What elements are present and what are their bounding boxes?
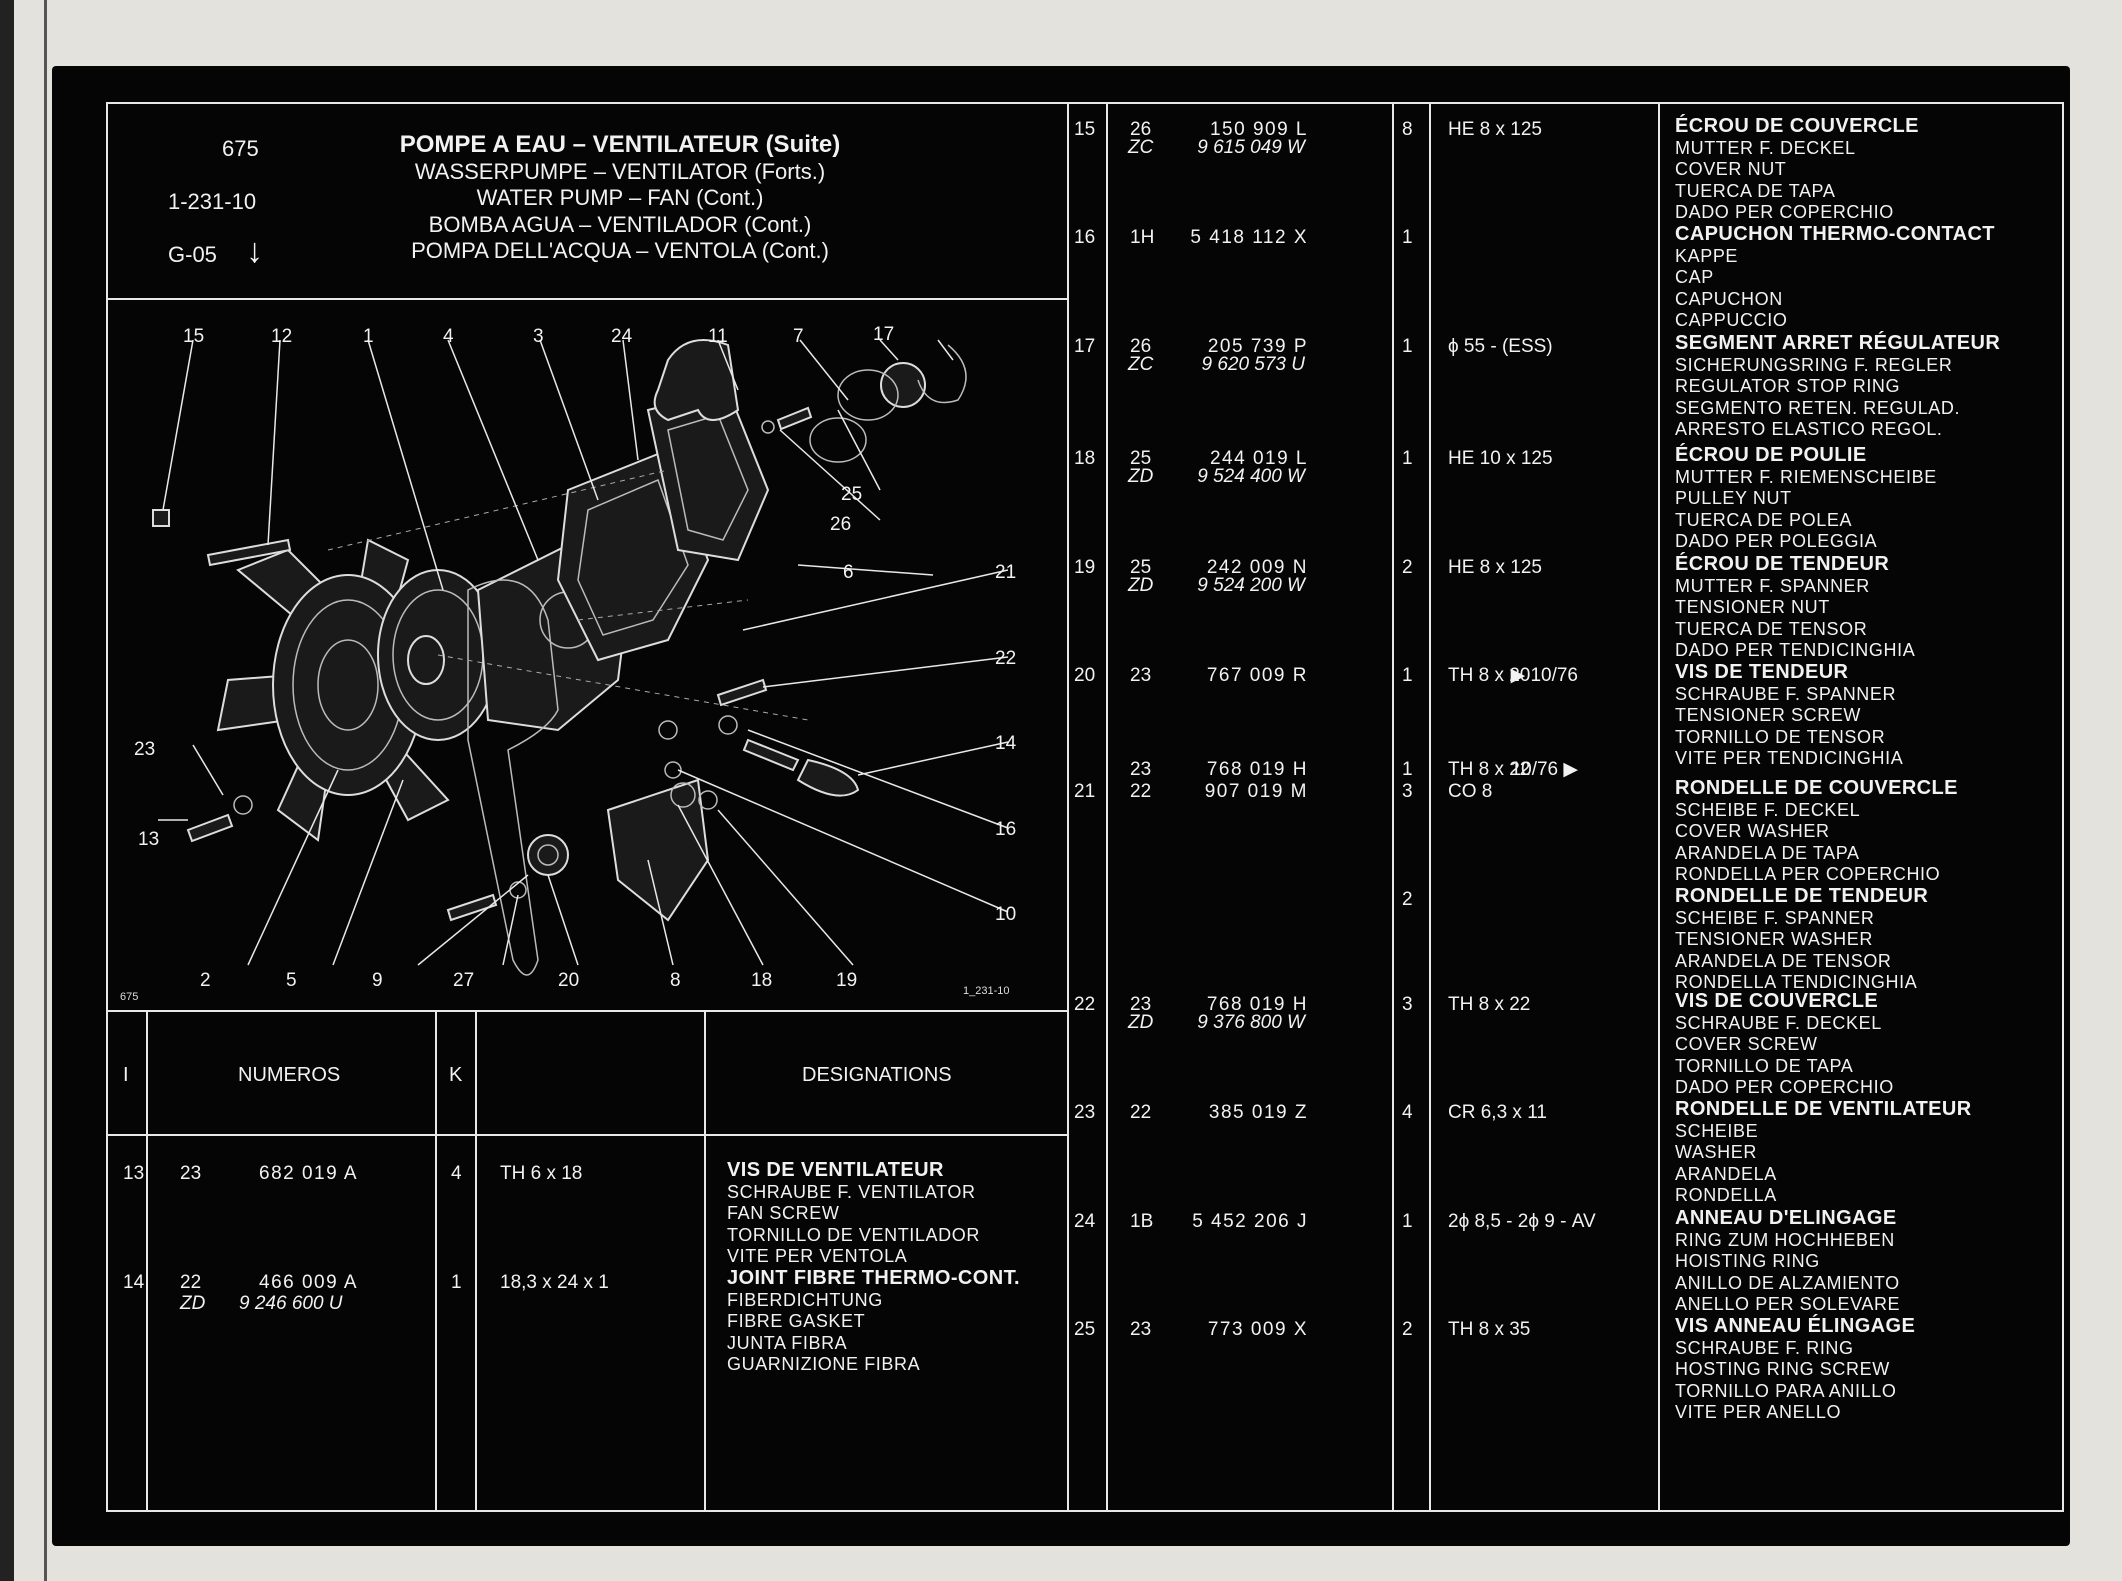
designation-line: RING ZUM HOCHHEBEN <box>1675 1229 1895 1250</box>
row-quantity: 2 <box>1402 1319 1413 1340</box>
title-german: WASSERPUMPE – VENTILATOR (Forts.) <box>414 158 826 184</box>
row-part-number: 205 739 P <box>1207 336 1308 357</box>
designation-title: JOINT FIBRE THERMO-CONT. <box>727 1267 1020 1289</box>
col-header-numeros: NUMEROS <box>238 1064 341 1086</box>
row-index: 19 <box>1074 557 1096 578</box>
divider-diagram-bottom <box>106 1010 1068 1012</box>
row-part-number: 385 019 Z <box>1208 1102 1308 1123</box>
row-index: 14 <box>123 1272 145 1293</box>
lifting-ring-icon <box>655 340 738 420</box>
row-designation <box>1675 224 1995 332</box>
designation-line: MUTTER F. SPANNER <box>1675 575 1870 596</box>
designation-line: TUERCA DE TAPA <box>1675 180 1836 201</box>
designation-line: CAPPUCCIO <box>1675 310 1788 330</box>
designation-line: FAN SCREW <box>727 1203 840 1223</box>
row-quantity: 1 <box>1402 665 1413 686</box>
row-quantity: 3 <box>1402 994 1413 1015</box>
row-part-number-alt: 9 524 200 W <box>1197 575 1305 596</box>
designation-line: TORNILLO PARA ANILLO <box>1675 1380 1897 1401</box>
row-spec: TH 8 x 20 <box>1448 665 1531 686</box>
row-spec: HE 8 x 125 <box>1448 119 1542 140</box>
designation-title: ÉCROU DE TENDEUR <box>1675 553 1890 575</box>
designation-line: COVER WASHER <box>1675 821 1830 841</box>
row-prefix: 1H <box>1130 227 1155 248</box>
divider-l-num <box>435 1010 437 1512</box>
designation-line: DADO PER COPERCHIO <box>1675 1077 1894 1097</box>
row-part-number-alt: 9 615 049 W <box>1197 137 1305 158</box>
callout: 14 <box>995 733 1017 754</box>
row-designation <box>1675 778 1958 886</box>
row-part-number: 244 019 L <box>1209 448 1308 469</box>
designation-line: ARANDELA DE TAPA <box>1675 842 1860 863</box>
designation-line: TENSIONER NUT <box>1675 597 1830 617</box>
row-part-number-alt: 9 620 573 U <box>1201 354 1305 375</box>
callout: 25 <box>841 484 863 505</box>
row-index: 25 <box>1074 1319 1096 1340</box>
designation-title: VIS ANNEAU ÉLINGAGE <box>1675 1315 1916 1337</box>
designation-line: SCHRAUBE F. RING <box>1675 1337 1854 1358</box>
designation-line: ARANDELA DE TENSOR <box>1675 950 1892 971</box>
callout: 24 <box>611 326 633 347</box>
row-index: 17 <box>1074 336 1096 357</box>
row-index: 22 <box>1074 994 1096 1015</box>
group-code: G-05 <box>168 242 217 267</box>
callout: 10 <box>995 904 1017 925</box>
callout: 27 <box>453 970 475 991</box>
row-index: 16 <box>1074 227 1096 248</box>
designation-line: ANILLO DE ALZAMIENTO <box>1675 1272 1900 1293</box>
callout: 1 <box>363 326 374 347</box>
row-quantity: 3 <box>1402 781 1413 802</box>
title-spanish: BOMBA AGUA – VENTILADOR (Cont.) <box>428 211 812 237</box>
row-spec: TH 8 x 35 <box>1448 1319 1531 1340</box>
row-index: 13 <box>123 1163 145 1184</box>
callout: 15 <box>183 326 205 347</box>
callout: 4 <box>443 326 454 347</box>
title-italian: POMPA DELL'ACQUA – VENTOLA (Cont.) <box>411 238 829 263</box>
designation-line: COVER SCREW <box>1675 1034 1818 1054</box>
designation-line: DADO PER POLEGGIA <box>1675 531 1878 551</box>
callout: 23 <box>134 739 156 760</box>
row-part-number-alt: 9 246 600 U <box>239 1293 343 1314</box>
scan-edge <box>0 0 14 1581</box>
designation-line: ARRESTO ELASTICO REGOL. <box>1675 419 1943 439</box>
row-quantity: 1 <box>1402 759 1413 780</box>
row-part-number: 466 009 A <box>259 1272 359 1293</box>
callout: 22 <box>995 648 1017 669</box>
designation-title: RONDELLE DE COUVERCLE <box>1675 777 1958 799</box>
thermostat-icon <box>810 345 966 462</box>
designation-title: VIS DE TENDEUR <box>1675 661 1849 683</box>
row-spec: HE 8 x 125 <box>1448 557 1542 578</box>
designation-line: DADO PER COPERCHIO <box>1675 202 1894 222</box>
callout: 2 <box>200 970 211 991</box>
row-part-number: 242 009 N <box>1206 557 1308 578</box>
divider-l-spec <box>704 1010 706 1512</box>
callout: 3 <box>533 326 544 347</box>
callout: 9 <box>372 970 383 991</box>
designation-line: SCHRAUBE F. VENTILATOR <box>727 1181 976 1202</box>
tensioner-icon <box>528 721 708 920</box>
designation-line: TORNILLO DE VENTILADOR <box>727 1224 980 1245</box>
row-part-number: 5 452 206 J <box>1192 1211 1308 1232</box>
callout: 12 <box>271 326 293 347</box>
callout: 21 <box>995 562 1017 583</box>
callout: 18 <box>751 970 773 991</box>
row-prefix: 23 <box>180 1163 202 1184</box>
row-quantity: 1 <box>1402 448 1413 469</box>
row-prefix: 23 <box>1130 759 1152 780</box>
divider-table-header-bottom <box>106 1134 1068 1136</box>
row-prefix: 23 <box>1130 994 1152 1015</box>
designation-line: VITE PER VENTOLA <box>727 1246 908 1266</box>
row-index: 18 <box>1074 448 1096 469</box>
designation-line: KAPPE <box>1675 245 1739 266</box>
row-prefix-alt: ZD <box>1128 1012 1154 1033</box>
row-quantity: 1 <box>451 1272 462 1293</box>
gasket-icon <box>558 390 768 660</box>
designation-title: RONDELLE DE TENDEUR <box>1675 885 1929 907</box>
divider-r-num <box>1392 102 1394 1512</box>
designation-line: DADO PER TENDICINGHIA <box>1675 640 1916 660</box>
row-note: 10/76 ▶ <box>1510 759 1578 780</box>
scan-margin-line <box>44 0 47 1581</box>
row-part-number: 767 009 R <box>1206 665 1308 686</box>
row-designation <box>1675 116 1919 224</box>
designation-title: CAPUCHON THERMO-CONTACT <box>1675 223 1995 245</box>
designation-line: TUERCA DE POLEA <box>1675 509 1853 530</box>
row-part-number: 682 019 A <box>259 1163 359 1184</box>
row-prefix-alt: ZC <box>1128 137 1154 158</box>
designation-line: REGULATOR STOP RING <box>1675 376 1901 396</box>
designation-line: ARANDELA <box>1675 1163 1777 1184</box>
row-spec: 2ϕ 8,5 - 2ϕ 9 - AV <box>1448 1211 1596 1232</box>
designation-line: SCHRAUBE F. SPANNER <box>1675 683 1897 704</box>
row-prefix: 26 <box>1130 336 1152 357</box>
designation-line: TENSIONER SCREW <box>1675 705 1862 725</box>
diagram-corner-left: 675 <box>120 991 139 1003</box>
row-note: ▶ 10/76 <box>1510 665 1578 686</box>
divider-r-k <box>1429 102 1431 1512</box>
row-spec: TH 8 x 22 <box>1448 759 1531 780</box>
designation-title: VIS DE COUVERCLE <box>1675 990 1879 1012</box>
row-index: 20 <box>1074 665 1096 686</box>
designation-line: JUNTA FIBRA <box>727 1332 848 1353</box>
designation-line: FIBRE GASKET <box>727 1311 866 1331</box>
designation-line: HOSTING RING SCREW <box>1675 1359 1890 1379</box>
row-index: 24 <box>1074 1211 1096 1232</box>
callout: 7 <box>793 326 804 347</box>
designation-title: SEGMENT ARRET RÉGULATEUR <box>1675 332 2001 354</box>
col-header-designations: DESIGNATIONS <box>802 1064 952 1086</box>
row-prefix: 25 <box>1130 448 1152 469</box>
row-quantity: 2 <box>1402 557 1413 578</box>
row-part-number: 768 019 H <box>1206 759 1308 780</box>
title-french: POMPE A EAU – VENTILATEUR (Suite) <box>399 131 841 158</box>
designation-line: WASHER <box>1675 1142 1757 1162</box>
divider-l-i <box>146 1010 148 1512</box>
row-prefix: 26 <box>1130 119 1152 140</box>
row-prefix: 23 <box>1130 665 1152 686</box>
row-part-number: 907 019 M <box>1204 781 1308 802</box>
row-designation <box>1675 554 1915 662</box>
designation-line: MUTTER F. DECKEL <box>1675 137 1856 158</box>
row-designation <box>1675 445 1937 553</box>
designation-line: HOISTING RING <box>1675 1251 1820 1271</box>
exploded-parts-diagram <box>108 300 1063 1008</box>
designation-title: ANNEAU D'ELINGAGE <box>1675 1207 1897 1229</box>
row-quantity: 4 <box>1402 1102 1413 1123</box>
designation-line: VITE PER TENDICINGHIA <box>1675 748 1904 768</box>
designation-line: GUARNIZIONE FIBRA <box>727 1354 921 1374</box>
designation-title: VIS DE VENTILATEUR <box>727 1159 944 1181</box>
row-spec: TH 8 x 22 <box>1448 994 1531 1015</box>
row-part-number: 150 909 L <box>1209 119 1308 140</box>
row-designation <box>1675 991 1894 1099</box>
designation-line: SEGMENTO RETEN. REGULAD. <box>1675 397 1961 418</box>
row-spec: CO 8 <box>1448 781 1493 802</box>
row-index: 21 <box>1074 781 1096 802</box>
divider-l-k <box>475 1010 477 1512</box>
row-prefix-alt: ZD <box>1128 466 1154 487</box>
designation-line: SCHEIBE F. DECKEL <box>1675 799 1861 820</box>
row-index: 23 <box>1074 1102 1096 1123</box>
row-index: 15 <box>1074 119 1096 140</box>
down-arrow-icon: ↓ <box>246 232 263 270</box>
row-quantity: 1 <box>1402 227 1413 248</box>
callout: 8 <box>670 970 681 991</box>
designation-title: ÉCROU DE POULIE <box>1675 444 1867 466</box>
designation-line: MUTTER F. RIEMENSCHEIBE <box>1675 466 1937 487</box>
callout: 5 <box>286 970 297 991</box>
row-prefix-alt: ZD <box>1128 575 1154 596</box>
designation-line: CAPUCHON <box>1675 288 1783 309</box>
designation-title: RONDELLE DE VENTILATEUR <box>1675 1098 1972 1120</box>
row-part-number: 5 418 112 X <box>1190 227 1308 248</box>
designation-line: SICHERUNGSRING F. REGLER <box>1675 354 1953 375</box>
callout: 16 <box>995 819 1017 840</box>
designation-line: RONDELLA PER COPERCHIO <box>1675 864 1941 884</box>
callout: 6 <box>843 562 854 583</box>
col-header-i: I <box>123 1064 129 1086</box>
designation-line: FIBERDICHTUNG <box>727 1289 883 1310</box>
row-quantity: 1 <box>1402 336 1413 357</box>
designation-line: COVER NUT <box>1675 159 1787 179</box>
row-designation <box>1675 886 1928 994</box>
section-code: 1-231-10 <box>168 189 257 214</box>
designation-line: SCHRAUBE F. DECKEL <box>1675 1012 1882 1033</box>
callout: 20 <box>558 970 580 991</box>
designation-line: TORNILLO DE TENSOR <box>1675 726 1886 747</box>
row-spec: 18,3 x 24 x 1 <box>500 1272 609 1293</box>
designation-line: PULLEY NUT <box>1675 488 1792 508</box>
designation-line: VITE PER ANELLO <box>1675 1402 1842 1422</box>
callout: 19 <box>836 970 858 991</box>
callout: 11 <box>708 326 728 347</box>
divider-left-right <box>1067 102 1069 1512</box>
row-designation <box>1675 1099 1972 1207</box>
row-quantity: 4 <box>451 1163 462 1184</box>
row-prefix-alt: ZD <box>180 1293 206 1314</box>
row-designation <box>727 1268 1020 1376</box>
row-prefix: 22 <box>1130 1102 1152 1123</box>
page-number: 675 <box>222 136 259 161</box>
row-designation <box>1675 1316 1915 1424</box>
row-part-number-alt: 9 524 400 W <box>1197 466 1305 487</box>
row-prefix: 25 <box>1130 557 1152 578</box>
diagram-corner-right: 1_231-10 <box>963 985 1010 997</box>
designation-line: SCHEIBE <box>1675 1120 1759 1141</box>
row-quantity: 2 <box>1402 889 1413 910</box>
row-part-number: 773 009 X <box>1207 1319 1308 1340</box>
designation-line: RONDELLA <box>1675 1185 1777 1205</box>
row-spec: ϕ 55 - (ESS) <box>1448 336 1553 357</box>
designation-line: RONDELLA TENDICINGHIA <box>1675 972 1918 992</box>
designation-line: TENSIONER WASHER <box>1675 929 1873 949</box>
row-spec: TH 6 x 18 <box>500 1163 583 1184</box>
row-part-number: 768 019 H <box>1206 994 1308 1015</box>
row-prefix: 1B <box>1130 1211 1154 1232</box>
designation-line: TUERCA DE TENSOR <box>1675 618 1868 639</box>
row-designation <box>1675 662 1903 770</box>
row-prefix: 23 <box>1130 1319 1152 1340</box>
designation-line: SCHEIBE F. SPANNER <box>1675 907 1875 928</box>
designation-line: CAP <box>1675 267 1714 287</box>
designation-title: ÉCROU DE COUVERCLE <box>1675 115 1919 137</box>
callout: 13 <box>138 829 160 850</box>
divider-r-i <box>1106 102 1108 1512</box>
designation-line: TORNILLO DE TAPA <box>1675 1055 1854 1076</box>
title-english: WATER PUMP – FAN (Cont.) <box>476 185 764 210</box>
row-designation <box>727 1160 980 1268</box>
row-designation <box>1675 333 2000 441</box>
row-spec: HE 10 x 125 <box>1448 448 1553 469</box>
divider-r-spec <box>1658 102 1660 1512</box>
section-title <box>300 132 940 265</box>
row-designation <box>1675 1208 1900 1316</box>
callout: 26 <box>830 514 852 535</box>
row-spec: CR 6,3 x 11 <box>1448 1102 1547 1123</box>
row-prefix-alt: ZC <box>1128 354 1154 375</box>
callout: 17 <box>873 324 895 345</box>
row-quantity: 8 <box>1402 119 1413 140</box>
row-prefix: 22 <box>1130 781 1152 802</box>
designation-line: ANELLO PER SOLEVARE <box>1675 1294 1901 1314</box>
row-prefix: 22 <box>180 1272 202 1293</box>
col-header-k: K <box>449 1064 463 1086</box>
row-quantity: 1 <box>1402 1211 1413 1232</box>
row-part-number-alt: 9 376 800 W <box>1197 1012 1305 1033</box>
